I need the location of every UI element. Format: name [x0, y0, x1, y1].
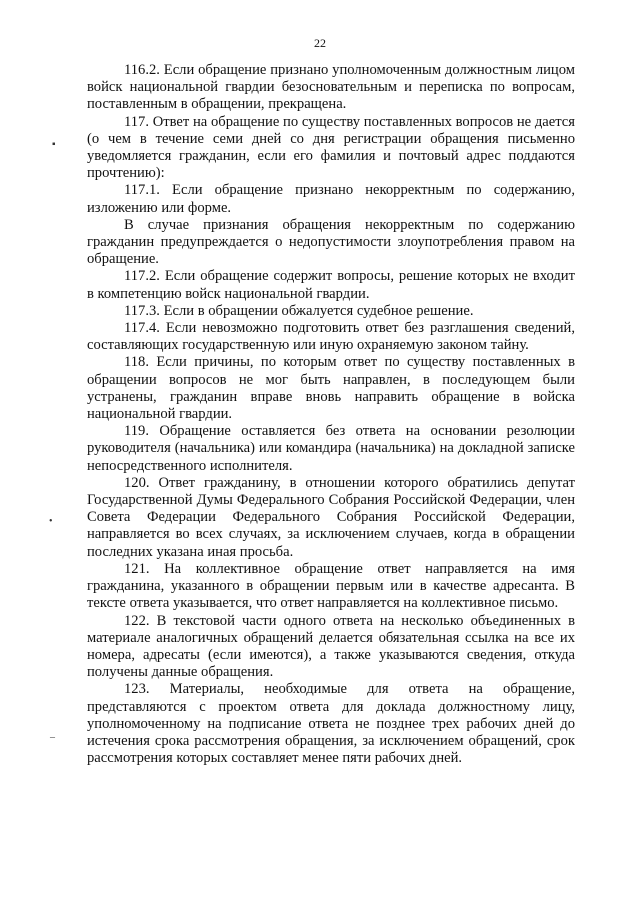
paragraph-117-3: 117.3. Если в обращении обжалуется судебное решение.	[124, 302, 474, 319]
paragraph-116-2: 116.2. Если обращение признано уполномоченным должностным лицом войск национальной гвардии безосновательным и переписка по вопросам, поставленным в обращении, прекращена.	[87, 62, 575, 113]
paragraph-119: 119. Обращение оставляется без ответа на основании резолюции руководителя (начальника) или командира (начальника) на докладной записке непосредственного исполнителя.	[87, 423, 575, 474]
paragraph-117-1-note: В случае признания обращения некорректным по содержанию гражданин предупреждается о недопустимости злоупотребления правом на обращение.	[87, 216, 575, 268]
margin-mark: •	[49, 516, 53, 527]
margin-mark: –	[50, 732, 55, 743]
paragraph-117-1: 117.1. Если обращение признано некорректным по содержанию, изложению или форме.	[87, 182, 575, 216]
paragraph-121: 121. На коллективное обращение ответ направляется на имя гражданина, указанного в обращении первым или в качестве адресанта. В тексте ответа указывается, что ответ направляется на коллективное письмо.	[87, 560, 575, 612]
paragraph-122: 122. В текстовой части одного ответа на несколько объединенных в материале аналогичных обращений делается обязательная ссылка на все их номера, адресаты (если имеются), а также указываются сведения, откуда получены данные обращения.	[87, 612, 575, 681]
paragraph-117: 117. Ответ на обращение по существу поставленных вопросов не дается (о чем в течение семи дней со дня регистрации обращения письменно уведомляется гражданин, если его фамилия и почтовый адрес поддаются прочтению):	[87, 113, 575, 182]
page-number: 22	[314, 36, 326, 50]
paragraph-123: 123. Материалы, необходимые для ответа на обращение, представляются с проектом ответа для доклада должностному лицу, уполномоченному на подписание ответа не позднее трех рабочих дней до истечения срока рассмотрения обращения, за исключением обращений, срок рассмотрения которых составляет менее пяти рабочих дней.	[87, 681, 575, 767]
margin-mark: ▪	[52, 139, 56, 150]
paragraph-118: 118. Если причины, по которым ответ по существу поставленных в обращении вопросов не мог быть направлен, в последующем были устранены, гражданин вправе вновь направить обращение в войска национальной гвардии.	[87, 354, 575, 423]
paragraph-117-4: 117.4. Если невозможно подготовить ответ без разглашения сведений, составляющих государственную или иную охраняемую законом тайну.	[87, 320, 575, 354]
document-body	[87, 62, 575, 767]
paragraph-120: 120. Ответ гражданину, в отношении которого обратились депутат Государственной Думы Федерального Собрания Российской Федерации, член Совета Федерации Федерального Собрания Российской Федерации, направляется во всех случаях, за исключением случаев, когда в обращении последних указана иная просьба.	[87, 474, 575, 560]
paragraph-117-2: 117.2. Если обращение содержит вопросы, решение которых не входит в компетенцию войск национальной гвардии.	[87, 268, 575, 302]
